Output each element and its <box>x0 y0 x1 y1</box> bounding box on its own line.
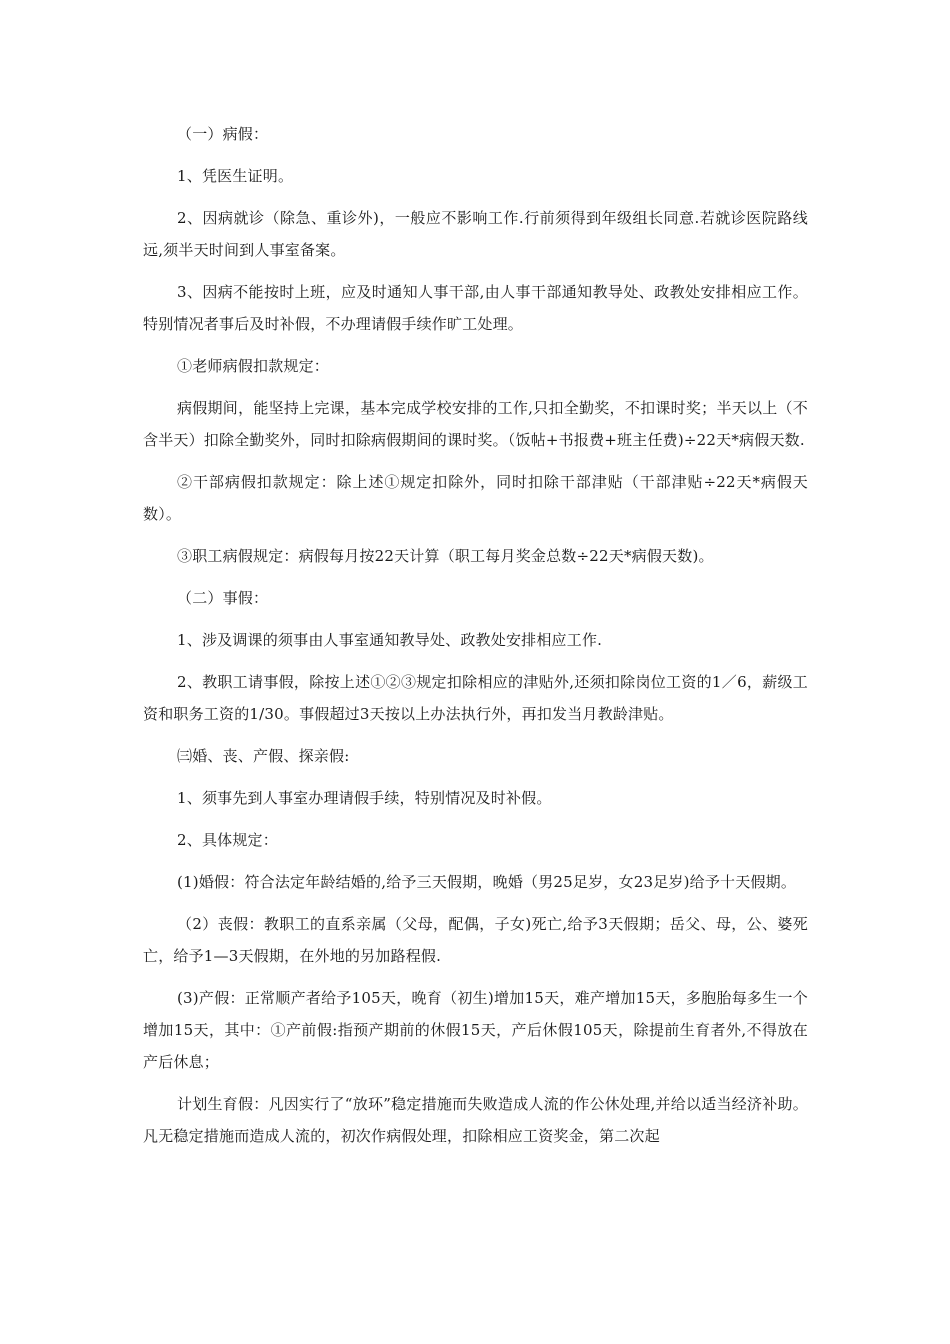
paragraph-item: （2）丧假：教职工的直系亲属（父母，配偶，子女)死亡,给予3天假期；岳父、母，公、婆死亡，给予1—3天假期，在外地的另加路程假. <box>143 915 808 965</box>
paragraph-item: 2、因病就诊（除急、重诊外)，一般应不影响工作.行前须得到年级组长同意.若就诊医院路线远,须半天时间到人事室备案。 <box>143 209 808 259</box>
paragraph-item: 1、凭医生证明。 <box>177 167 294 185</box>
paragraph-item: 3、因病不能按时上班，应及时通知人事干部,由人事干部通知教导处、政教处安排相应工作。特别情况者事后及时补假，不办理请假手续作旷工处理。 <box>143 283 808 333</box>
sub-heading-teacher-deduction: ①老师病假扣款规定： <box>177 357 330 375</box>
paragraph-item: 计划生育假：凡因实行了“放环”稳定措施而失败造成人流的作公休处理,并给以适当经济补助。凡无稳定措施而造成人流的，初次作病假处理，扣除相应工资奖金，第二次起 <box>143 1095 808 1145</box>
section-heading-other-leave: ㈢婚、丧、产假、探亲假: <box>177 747 350 765</box>
section-heading-personal-leave: （二）事假： <box>177 589 269 607</box>
section-heading-sick-leave: （一）病假： <box>177 125 269 143</box>
paragraph-item: (3)产假：正常顺产者给予105天，晚育（初生)增加15天，难产增加15天，多胞胎每多生一个增加15天，其中：①产前假:指预产期前的休假15天，产后休假105天，除提前生育者外,不得放在产后休息； <box>143 989 808 1071</box>
paragraph-item: 2、具体规定： <box>177 831 278 849</box>
paragraph-item: 1、涉及调课的须事由人事室通知教导处、政教处安排相应工作. <box>177 631 603 649</box>
paragraph-item: (1)婚假：符合法定年龄结婚的,给予三天假期，晚婚（男25足岁，女23足岁)给予十天假期。 <box>177 873 797 891</box>
paragraph-item: 1、须事先到人事室办理请假手续，特别情况及时补假。 <box>177 789 552 807</box>
paragraph-item: ③职工病假规定：病假每月按22天计算（职工每月奖金总数÷22天*病假天数)。 <box>177 547 714 565</box>
paragraph-item: 2、教职工请事假，除按上述①②③规定扣除相应的津贴外,还须扣除岗位工资的1／6，薪级工资和职务工资的1/30。事假超过3天按以上办法执行外，再扣发当月教龄津贴。 <box>143 673 808 723</box>
paragraph-item: ②干部病假扣款规定：除上述①规定扣除外，同时扣除干部津贴（干部津贴÷22天*病假天数）。 <box>143 473 808 523</box>
paragraph-item: 病假期间，能坚持上完课，基本完成学校安排的工作,只扣全勤奖，不扣课时奖；半天以上（不含半天）扣除全勤奖外，同时扣除病假期间的课时奖。（饭帖+书报费+班主任费)÷22天*病假天数. <box>143 399 808 449</box>
document-page <box>143 118 808 1162</box>
